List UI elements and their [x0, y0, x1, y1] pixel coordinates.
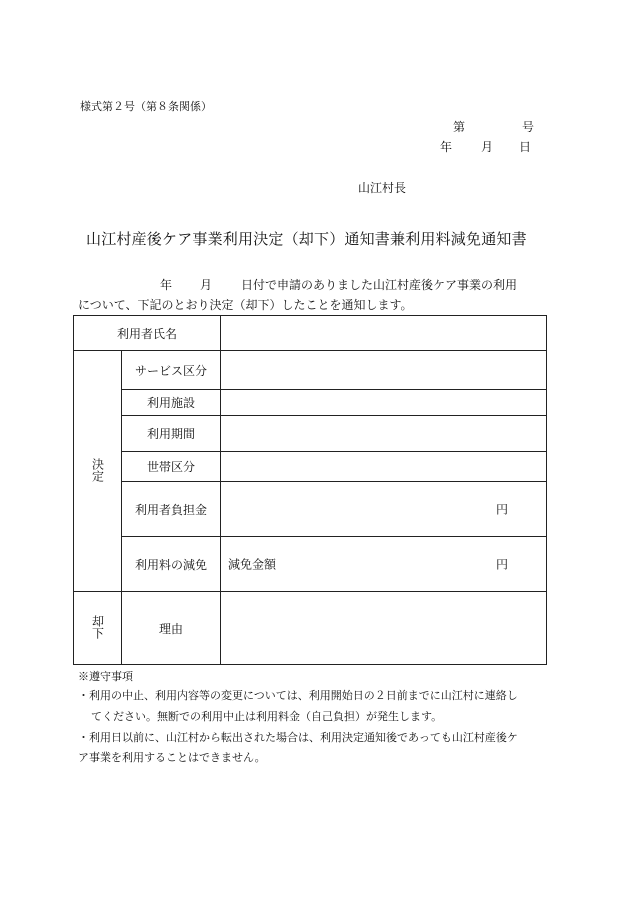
table-row-period [74, 416, 547, 452]
note-1-line-2: てください。無断での利用中止は利用料金（自己負担）が発生します。 [91, 710, 443, 723]
form-number: 様式第２号（第８条関係） [80, 100, 212, 113]
facility-label: 利用施設 [122, 390, 221, 416]
table-row-service-category [74, 351, 547, 390]
reason-value-cell [221, 592, 547, 665]
fee-reduction-label: 利用料の減免 [122, 537, 221, 592]
period-label: 利用期間 [122, 416, 221, 452]
table-row-facility [74, 390, 547, 416]
notice-number-prefix: 第 [453, 120, 466, 134]
service-category-label: サービス区分 [122, 351, 221, 390]
intro-line-1: 日付で申請のありました山江村産後ケア事業の利用 [241, 278, 518, 292]
service-category-value-cell [221, 351, 547, 390]
date-year-label: 年 [440, 140, 453, 154]
table-row-user-name [74, 316, 547, 351]
household-category-value-cell [221, 452, 547, 482]
issuer-name: 山江村長 [358, 181, 407, 195]
user-charge-label: 利用者負担金 [122, 482, 221, 537]
user-name-value-cell [221, 316, 547, 351]
rejection-group-cell [74, 592, 122, 665]
rejection-label: 却下 [90, 614, 105, 639]
intro-line-2: について、下記のとおり決定（却下）したことを通知します。 [78, 298, 413, 312]
reason-label: 理由 [122, 592, 221, 665]
table-row-household-category [74, 452, 547, 482]
reduction-amount-yen-unit: 円 [496, 557, 509, 572]
period-value-cell [221, 416, 547, 452]
document-title: 山江村産後ケア事業利用決定（却下）通知書兼利用料減免通知書 [86, 230, 527, 248]
user-name-label: 利用者氏名 [74, 316, 221, 351]
table-row-user-charge [74, 482, 547, 537]
intro-month-label: 月 [200, 278, 213, 292]
decision-group-cell [74, 351, 122, 592]
date-month-label: 月 [481, 140, 494, 154]
note-1-line-1: ・利用の中止、利用内容等の変更については、利用開始日の２日前までに山江村に連絡し [78, 689, 518, 702]
note-2-line-1: ・利用日以前に、山江村から転出された場合は、利用決定通知後であっても山江村産後ケ [78, 731, 518, 744]
date-day-label: 日 [519, 140, 532, 154]
user-charge-yen-unit: 円 [496, 502, 509, 517]
decision-label: 決定 [90, 457, 105, 482]
table-row-fee-reduction [74, 537, 547, 592]
facility-value-cell [221, 390, 547, 416]
notes-title: ※遵守事項 [78, 670, 133, 683]
reduction-amount-label: 減免金額 [228, 557, 277, 572]
decision-table [73, 315, 547, 665]
note-2-line-2: ア事業を利用することはできません。 [78, 751, 266, 764]
intro-year-label: 年 [160, 278, 173, 292]
user-charge-value-cell [221, 482, 547, 537]
fee-reduction-value-cell [221, 537, 547, 592]
household-category-label: 世帯区分 [122, 452, 221, 482]
table-row-rejection [74, 592, 547, 665]
notice-number-suffix: 号 [522, 120, 535, 134]
